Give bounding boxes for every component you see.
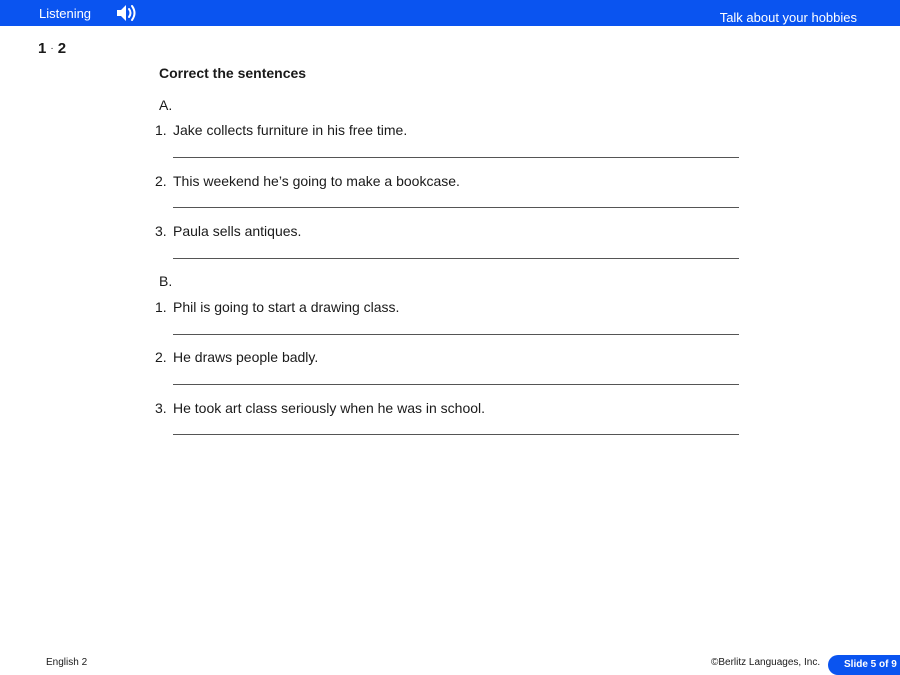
exercise-number-left: 1 [38,40,47,57]
item-number: 2. [155,349,167,365]
item-text: He took art class seriously when he was in school. [173,400,486,416]
section-b-letter: B. [159,273,173,289]
item-text: Paula sells antiques. [173,223,302,239]
item-number: 3. [155,400,167,416]
exercise-number-right: 2 [57,40,67,57]
list-item [155,122,407,138]
course-label: English 2 [46,657,88,668]
item-text: Phil is going to start a drawing class. [173,299,400,315]
item-number: 1. [155,122,167,138]
list-item [155,400,485,416]
answer-line[interactable] [173,207,739,208]
answer-line[interactable] [173,157,739,158]
item-text: Jake collects furniture in his free time. [173,122,408,138]
instruction: Correct the sentences [159,65,307,81]
item-text: He draws people badly. [173,349,319,365]
list-item [155,349,318,365]
item-text: This weekend he’s going to make a bookcase. [173,173,460,189]
lesson-title: Talk about your hobbies [719,10,857,25]
section-label: Listening [39,6,92,21]
copyright: ©Berlitz Languages, Inc. [711,657,821,668]
section-a-letter: A. [159,97,173,113]
answer-line[interactable] [173,384,739,385]
list-item [155,223,301,239]
item-number: 1. [155,299,167,315]
list-item [155,173,460,189]
item-number: 3. [155,223,167,239]
answer-line[interactable] [173,334,739,335]
answer-line[interactable] [173,434,739,435]
answer-line[interactable] [173,258,739,259]
top-bar [0,0,900,26]
exercise-number [38,40,66,57]
list-item [155,299,399,315]
exercise-number-separator: · [50,43,54,54]
item-number: 2. [155,173,167,189]
speaker-icon[interactable] [115,3,141,23]
slide-indicator: Slide 5 of 9 [828,655,900,675]
